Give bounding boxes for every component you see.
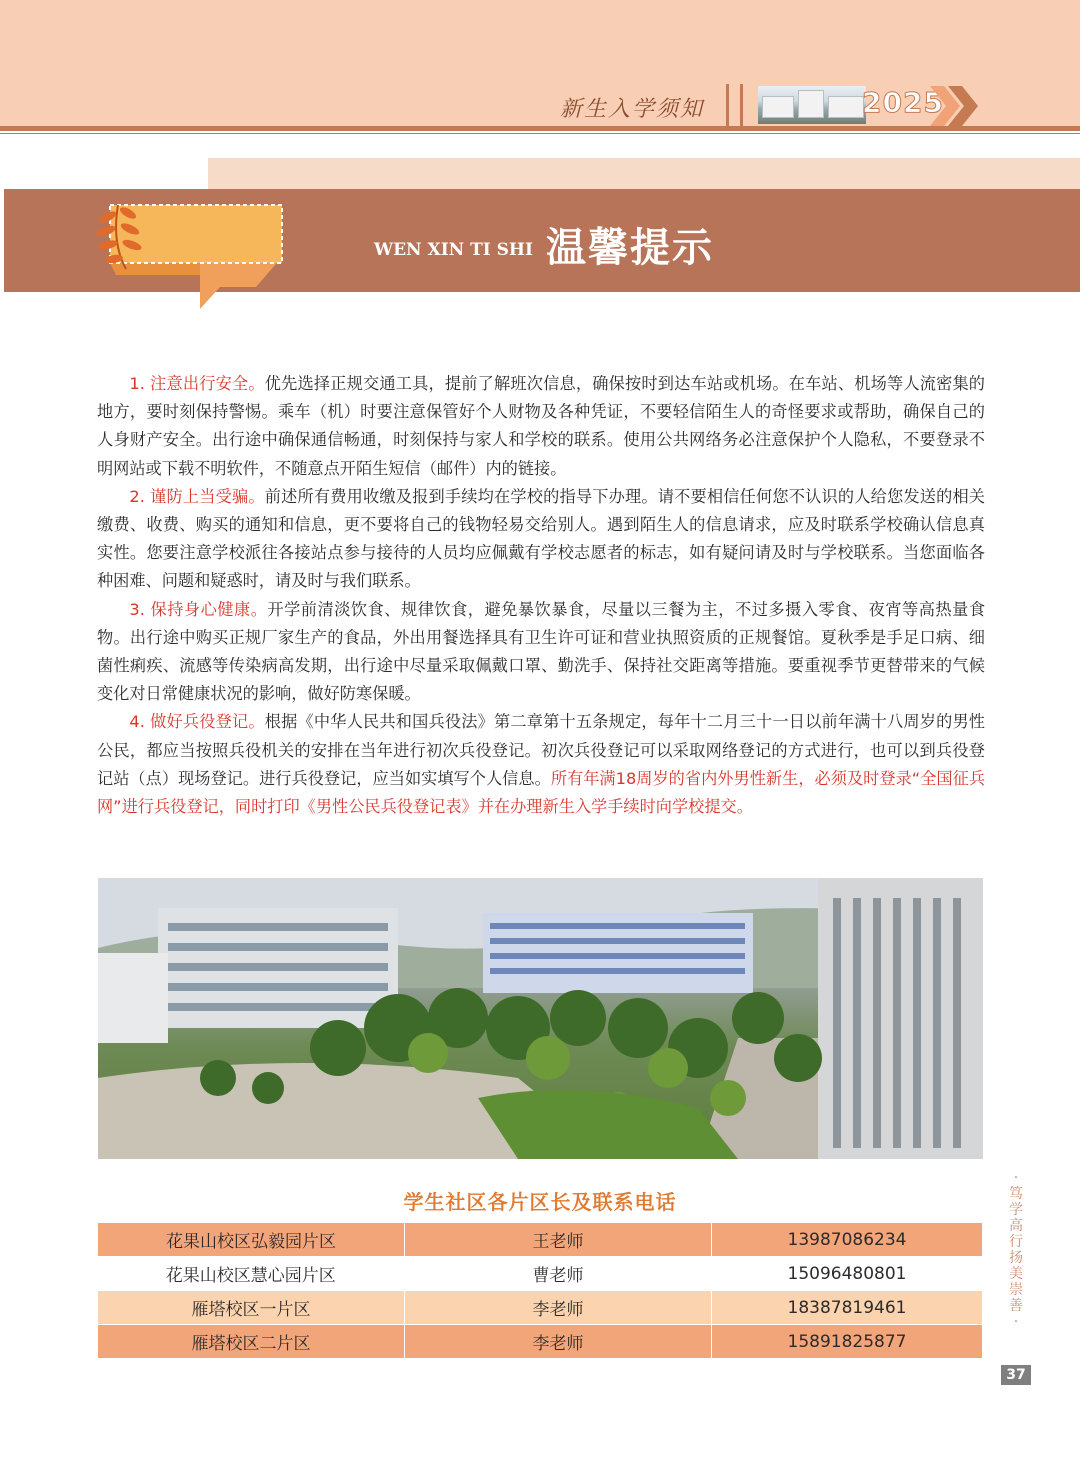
table-row [98,1291,983,1325]
motto-char: 高 [1009,1218,1023,1234]
header-divider-thin [0,133,1080,134]
motto-char: 扬 [1009,1250,1023,1266]
header-divider [0,126,1080,131]
motto-char: 崇 [1009,1282,1023,1298]
table-cell-phone: 15096480801 [712,1257,983,1291]
side-motto [1004,1170,1028,1330]
table-row [98,1325,983,1359]
table-cell-area: 花果山校区慧心园片区 [98,1257,405,1291]
header-year: 2025 [862,86,944,119]
table-cell-area: 花果山校区弘毅园片区 [98,1223,405,1257]
table-cell-person: 王老师 [405,1223,712,1257]
leaf-ribbon-icon [96,199,286,311]
tip-body: 优先选择正规交通工具，提前了解班次信息，确保按时到达车站或机场。在车站、机场等人流密集的地方，要时刻保持警惕。乘车（机）时要注意保管好个人财物及各种凭证，不要轻信陌生人的奇怪要求或帮助，确保自己的人身财产安全。出行途中确保通信畅通，时刻保持与家人和学校的联系。使用公共网络务必注意保护个人隐私，不要登录不明网站或下载不明软件，不随意点开陌生短信（邮件）内的链接。 [97,374,985,478]
tip-heading: 2. 谨防上当受骗。 [129,486,265,506]
page-number: 37 [1001,1365,1031,1385]
motto-char: 行 [1009,1234,1023,1250]
motto-char: · [1013,1170,1019,1186]
tip-body: 根据《中华人民共和国兵役法》第二章第十五条规定，每年十二月三十一日以前年满十八周岁的男性公民，都应当按照兵役机关的安排在当年进行初次兵役登记。初次兵役登记可以采取网络登记的方式进行，也可以到兵役登记站（点）现场登记。进行兵役登记，应当如实填写个人信息。 [97,712,985,788]
tip-body: 开学前清淡饮食、规律饮食，避免暴饮暴食，尽量以三餐为主，不过多摄入零食、夜宵等高热量食物。出行途中购买正规厂家生产的食品，外出用餐选择具有卫生许可证和营业执照资质的正规餐馆。夏秋季是手足口病、细菌性痢疾、流感等传染病高发期，出行途中尽量采取佩戴口罩、勤洗手、保持社交距离等措施。要重视季节更替带来的气候变化对日常健康状况的影响，做好防寒保暖。 [97,599,986,704]
table-row [98,1257,983,1291]
tip-heading: 3. 保持身心健康。 [129,599,268,619]
table-cell-area: 雁塔校区二片区 [98,1325,405,1359]
tips-content [97,370,985,821]
motto-char: · [1013,1314,1019,1330]
tip-body: 前述所有费用收缴及报到手续均在学校的指导下办理。请不要相信任何您不认识的人给您发送的相关缴费、收费、购买的通知和信息，更不要将自己的钱物轻易交给别人。遇到陌生人的信息请求，应及时联系学校确认信息真实性。您要注意学校派往各接站点参与接待的人员均应佩戴有学校志愿者的标志，如有疑问请及时与学校联系。当您面临各种困难、问题和疑惑时，请及时与我们联系。 [97,486,985,591]
tip-paragraph [97,370,985,483]
table-cell-phone: 15891825877 [712,1325,983,1359]
tip-paragraph [97,483,985,596]
table-cell-area: 雁塔校区一片区 [98,1291,405,1325]
contacts-title: 学生社区各片区长及联系电话 [403,1190,677,1214]
tip-paragraph [97,708,985,821]
contacts-table [97,1222,983,1359]
header-separator [740,84,743,126]
motto-char: 笃 [1009,1186,1023,1202]
table-cell-person: 李老师 [405,1325,712,1359]
table-cell-phone: 13987086234 [712,1223,983,1257]
table-row [98,1223,983,1257]
table-cell-person: 曹老师 [405,1257,712,1291]
tip-heading: 1. 注意出行安全。 [129,374,265,393]
motto-char: 善 [1009,1298,1023,1314]
campus-illustration [98,878,983,1159]
tip-heading: 4. 做好兵役登记。 [129,712,265,732]
header-separator [726,84,729,126]
tip-highlight: 所有年满18周岁的省内外男性新生，必须及时登录“全国征兵网”进行兵役登记，同时打印《男性公民兵役登记表》并在办理新生入学手续时向学校提交。 [97,768,986,817]
banner-english-title: WEN XIN TI SHI [374,240,533,260]
motto-char: 学 [1009,1202,1023,1218]
table-cell-phone: 18387819461 [712,1291,983,1325]
running-header-title: 新生入学须知 [560,97,705,122]
banner-chinese-title: 温馨提示 [546,224,714,271]
tip-paragraph [97,596,985,709]
chevron-right-icon [928,84,984,128]
campus-photo [98,878,983,1159]
header-campus-thumbnail [758,86,866,124]
table-cell-person: 李老师 [405,1291,712,1325]
motto-char: 美 [1009,1266,1023,1282]
